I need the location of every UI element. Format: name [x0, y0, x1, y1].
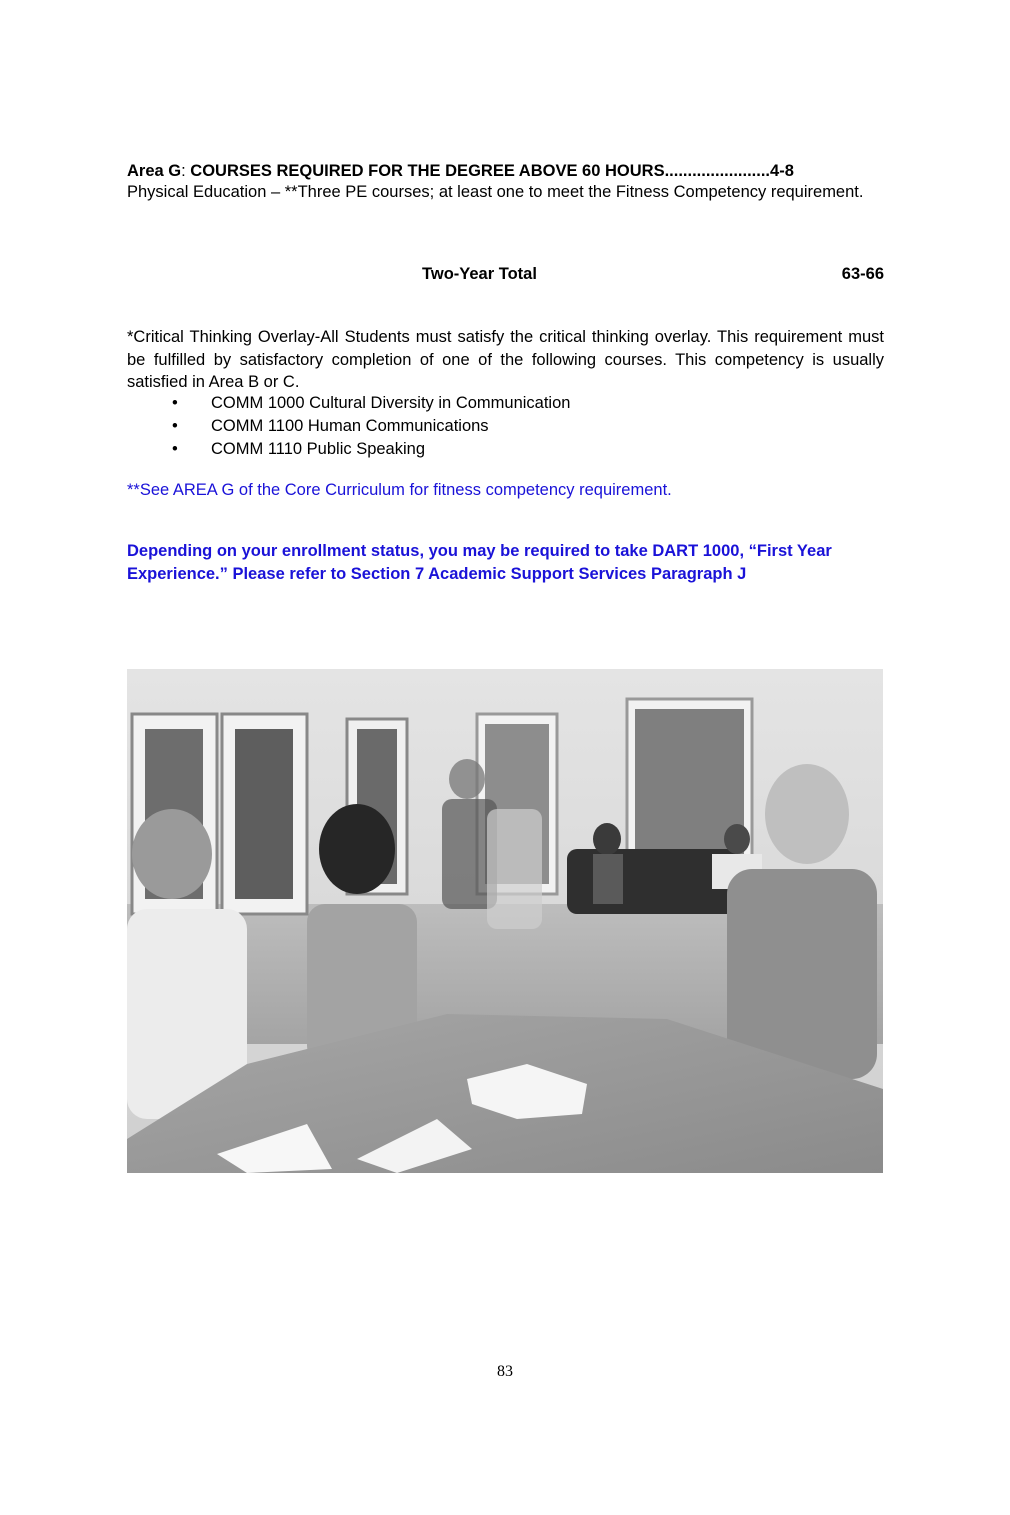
- area-g-label: Area G: [127, 162, 182, 180]
- two-year-total-label: Two-Year Total: [422, 265, 537, 283]
- two-year-total-value: 63-66: [841, 265, 884, 283]
- two-year-total-row: [127, 265, 884, 287]
- bullet-icon: •: [172, 440, 178, 458]
- area-g-colon: :: [181, 162, 186, 180]
- course-list: [127, 392, 570, 461]
- area-g-title: COURSES REQUIRED FOR THE DEGREE ABOVE 60 HOURS.......................4-8: [185, 162, 794, 180]
- physical-education-text: Physical Education – **Three PE courses; at least one to meet the Fitness Competency requirement.: [127, 183, 864, 201]
- students-photo-illustration: [127, 669, 883, 1173]
- bullet-icon: •: [172, 394, 178, 412]
- students-photo: [127, 669, 883, 1173]
- list-item: [127, 438, 570, 461]
- list-item: [127, 392, 570, 415]
- page-number: 83: [497, 1363, 513, 1380]
- area-g-heading: [127, 160, 887, 182]
- course-name: COMM 1110 Public Speaking: [211, 440, 425, 458]
- course-name: COMM 1000 Cultural Diversity in Communication: [211, 394, 571, 412]
- list-item: [127, 415, 570, 438]
- course-name: COMM 1100 Human Communications: [211, 417, 489, 435]
- bullet-icon: •: [172, 417, 178, 435]
- dart-note: Depending on your enrollment status, you may be required to take DART 1000, “First Year Experience.” Please refer to Section 7 Academic Support Services Paragraph J: [127, 542, 832, 583]
- fitness-note: **See AREA G of the Core Curriculum for fitness competency requirement.: [127, 481, 672, 499]
- critical-thinking-paragraph: *Critical Thinking Overlay-All Students must satisfy the critical thinking overlay. This requirement must be fulfilled by satisfactory completion of one of the following courses. This competency is usually satisfied in Area B or C.: [127, 328, 884, 391]
